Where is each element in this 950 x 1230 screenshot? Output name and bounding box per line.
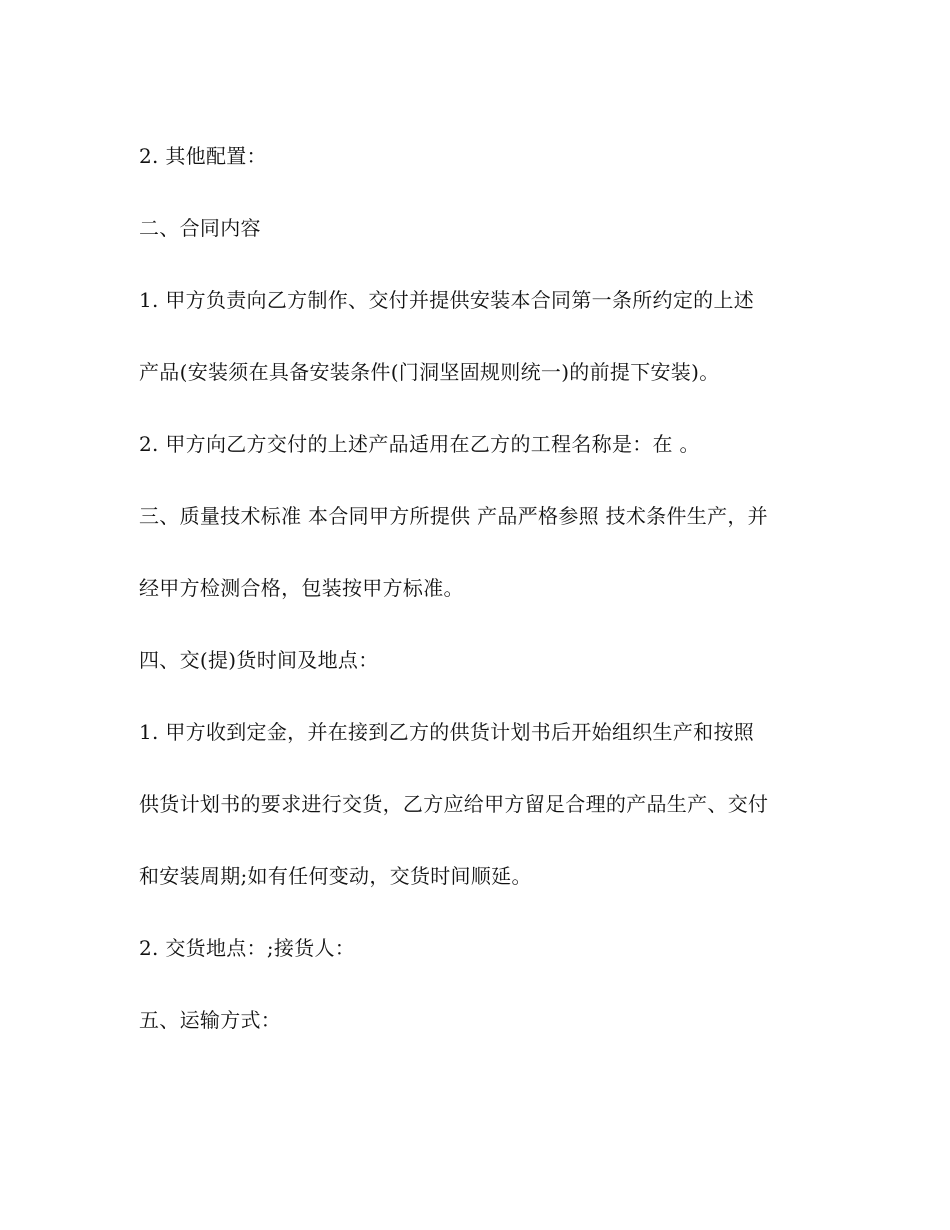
text-line: 1. 甲方负责向乙方制作、交付并提供安装本合同第一条所约定的上述 xyxy=(139,288,755,312)
section-heading: 四、交(提)货时间及地点： xyxy=(139,648,379,672)
text-line: 和安装周期;如有任何变动，交货时间顺延。 xyxy=(139,864,532,888)
text-line: 2. 其他配置： xyxy=(139,144,267,168)
section-heading: 五、运输方式： xyxy=(139,1008,282,1032)
section-heading: 二、合同内容 xyxy=(139,216,261,240)
text-line: 供货计划书的要求进行交货，乙方应给甲方留足合理的产品生产、交付 xyxy=(139,792,769,816)
text-line: 产品(安装须在具备安装条件(门洞坚固规则统一)的前提下安装)。 xyxy=(139,360,720,384)
text-line: 1. 甲方收到定金，并在接到乙方的供货计划书后开始组织生产和按照 xyxy=(139,720,755,744)
text-line: 2. 甲方向乙方交付的上述产品适用在乙方的工程名称是：在 。 xyxy=(139,432,700,456)
section-heading: 三、质量技术标准 本合同甲方所提供 产品严格参照 技术条件生产，并 xyxy=(139,504,768,528)
text-line: 经甲方检测合格，包装按甲方标准。 xyxy=(139,576,464,600)
text-line: 2. 交货地点：;接货人： xyxy=(139,936,356,960)
